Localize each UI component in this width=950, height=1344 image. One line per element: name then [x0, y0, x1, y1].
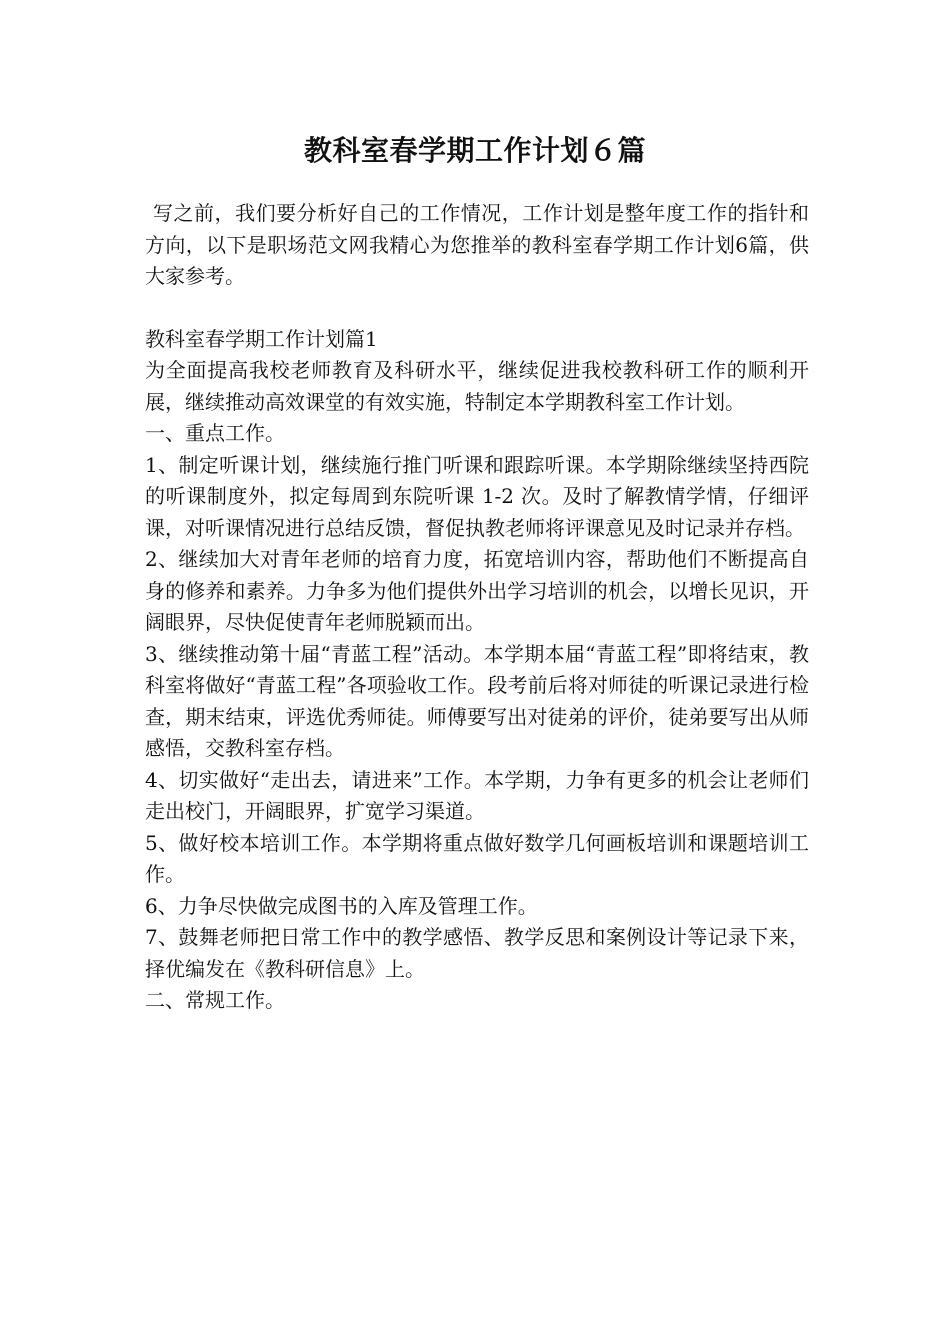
list-item: 1、制定听课计划，继续施行推门听课和跟踪听课。本学期除继续坚持西院的听课制度外，拟定每周到东院听课 1-2 次。及时了解教情学情，仔细评课，对听课情况进行总结反馈，督促执教老师将评课意见及时记录并存档。 [145, 452, 809, 540]
paragraph-spacer [145, 293, 809, 324]
list-item: 5、做好校本培训工作。本学期将重点做好数学几何画板培训和课题培训工作。 [145, 830, 809, 886]
document-title: 教科室春学期工作计划６篇 [303, 134, 646, 167]
section-heading: 教科室春学期工作计划篇1 [145, 326, 378, 351]
paragraph: 为全面提高我校老师教育及科研水平，继续促进我校教科研工作的顺利开展，继续推动高效课堂的有效实施，特制定本学期教科室工作计划。 [145, 358, 809, 414]
list-item: 3、继续推动第十届“青蓝工程”活动。本学期本届“青蓝工程”即将结束，教科室将做好“青蓝工程”各项验收工作。段考前后将对师徒的听课记录进行检查，期末结束，评选优秀师徒。师傅要写出对徒弟的评价，徒弟要写出从师感悟，交教科室存档。 [145, 641, 809, 760]
list-item: 2、继续加大对青年老师的培育力度，拓宽培训内容，帮助他们不断提高自身的修养和素养。力争多为他们提供外出学习培训的机会，以增长见识，开阔眼界，尽快促使青年老师脱颖而出。 [145, 547, 809, 634]
intro-paragraph: 写之前，我们要分析好自己的工作情况，工作计划是整年度工作的指针和方向，以下是职场范文网我精心为您推举的教科室春学期工作计划6篇，供大家参考。 [145, 201, 809, 288]
section-subheading: 一、重点工作。 [145, 421, 285, 445]
document-body [145, 198, 809, 1017]
list-item: 4、切实做好“走出去，请进来”工作。本学期，力争有更多的机会让老师们走出校门，开阔眼界，扩宽学习渠道。 [145, 767, 809, 823]
list-item: 6、力争尽快做完成图书的入库及管理工作。 [145, 893, 538, 918]
section-subheading: 二、常规工作。 [145, 988, 285, 1012]
list-item: 7、鼓舞老师把日常工作中的教学感悟、教学反思和案例设计等记录下来，择优编发在《教科研信息》上。 [145, 925, 809, 981]
